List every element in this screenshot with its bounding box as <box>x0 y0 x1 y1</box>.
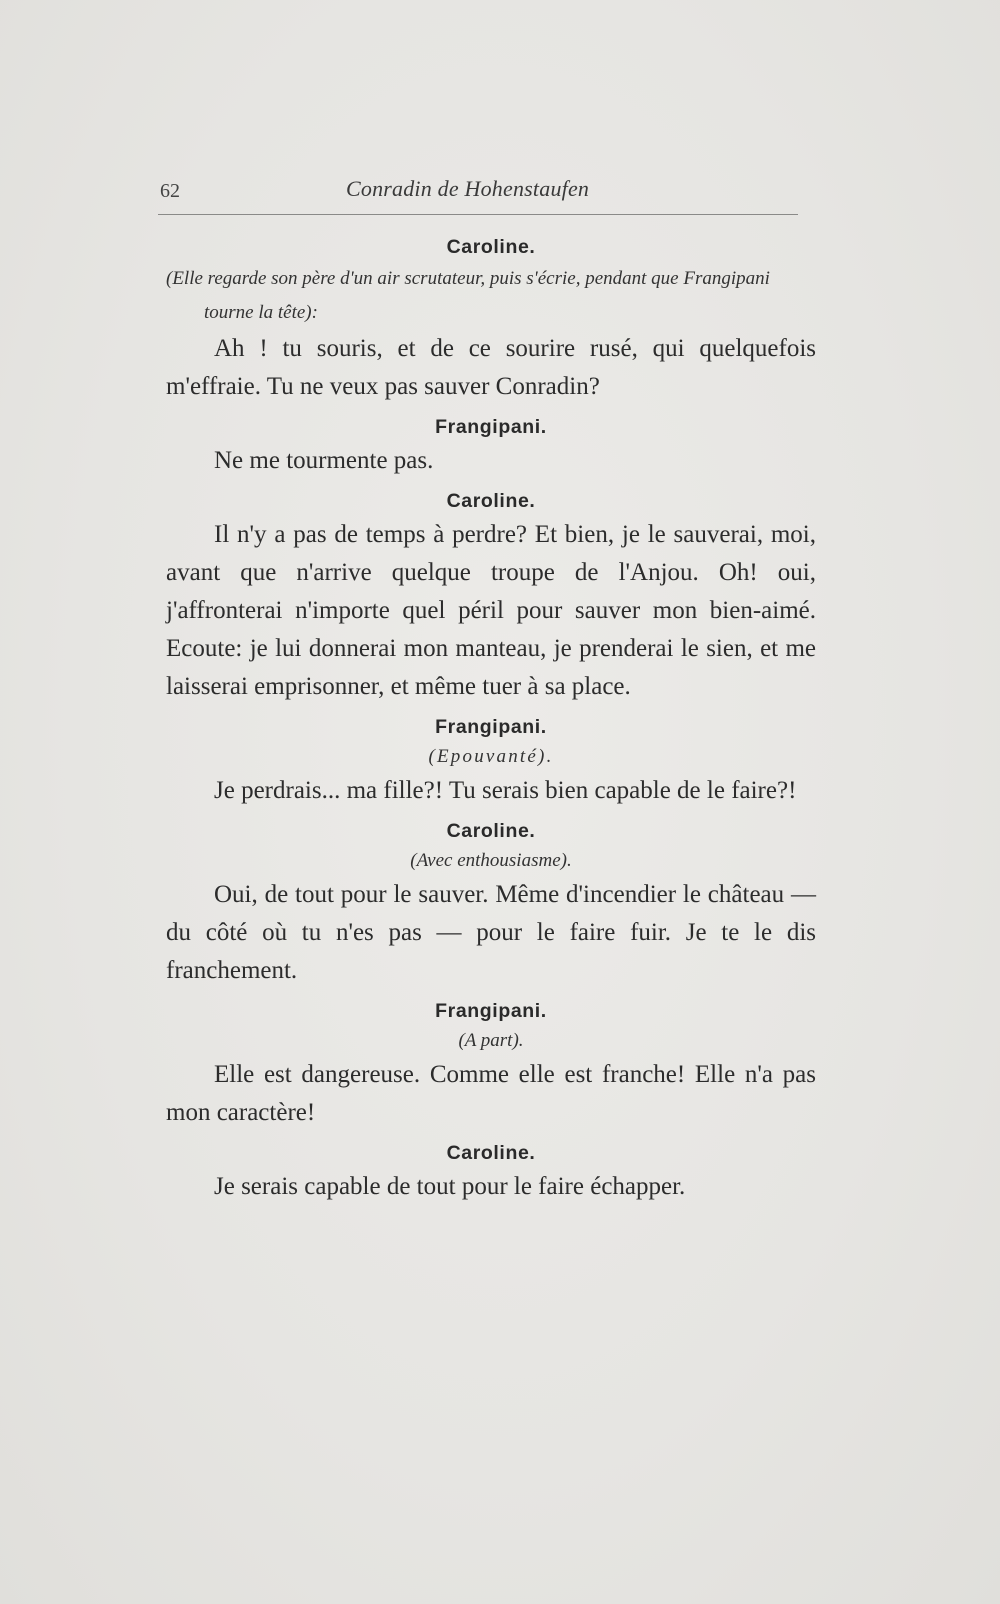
speech-paragraph: Je serais capable de tout pour le faire échapper. <box>214 1173 686 1200</box>
page-number: 62 <box>160 180 180 202</box>
running-title: Conradin de Hohenstaufen <box>346 176 590 201</box>
speaker-name: Caroline. <box>446 1142 536 1164</box>
dialogue-text <box>166 232 816 1212</box>
header-rule <box>158 214 798 215</box>
speech-paragraph: Ne me tourmente pas. <box>214 447 434 474</box>
stage-direction: (Epouvanté). <box>428 746 554 767</box>
page-header <box>160 176 800 208</box>
speaker-name: Frangipani. <box>435 1000 547 1022</box>
speaker-name: Caroline. <box>446 820 536 842</box>
speaker-name: Caroline. <box>446 490 536 512</box>
speaker-name: Frangipani. <box>435 716 547 738</box>
speaker-name: Frangipani. <box>435 416 547 438</box>
speech-paragraph: Ah ! tu souris, et de ce sourire rusé, qui quelquefois m'effraie. Tu ne veux pas sauver Conradin? <box>166 335 816 400</box>
speaker-name: Caroline. <box>446 236 536 258</box>
speech-paragraph: Oui, de tout pour le sauver. Même d'incendier le château — du côté où tu n'es pas — pour le faire fuir. Je te le dis franchement. <box>166 881 816 984</box>
stage-direction: (A part). <box>458 1030 524 1051</box>
stage-direction: (Elle regarde son père d'un air scrutateur, puis s'écrie, pendant que Frangipani tourne la tête): <box>166 268 770 323</box>
stage-direction: (Avec enthousiasme). <box>410 850 572 871</box>
speech-paragraph: Elle est dangereuse. Comme elle est franche! Elle n'a pas mon caractère! <box>166 1061 816 1126</box>
speech-paragraph: Il n'y a pas de temps à perdre? Et bien, je le sauverai, moi, avant que n'arrive quelque troupe de l'Anjou. Oh! oui, j'affronterai n'importe quel péril pour sauver mon bien-aimé. Ecoute: je lui donnerai mon manteau, je prenderai le sien, et me laisserai emprisonner, et même tuer à sa place. <box>166 521 816 700</box>
speech-paragraph: Je perdrais... ma fille?! Tu serais bien capable de le faire?! <box>214 777 797 804</box>
